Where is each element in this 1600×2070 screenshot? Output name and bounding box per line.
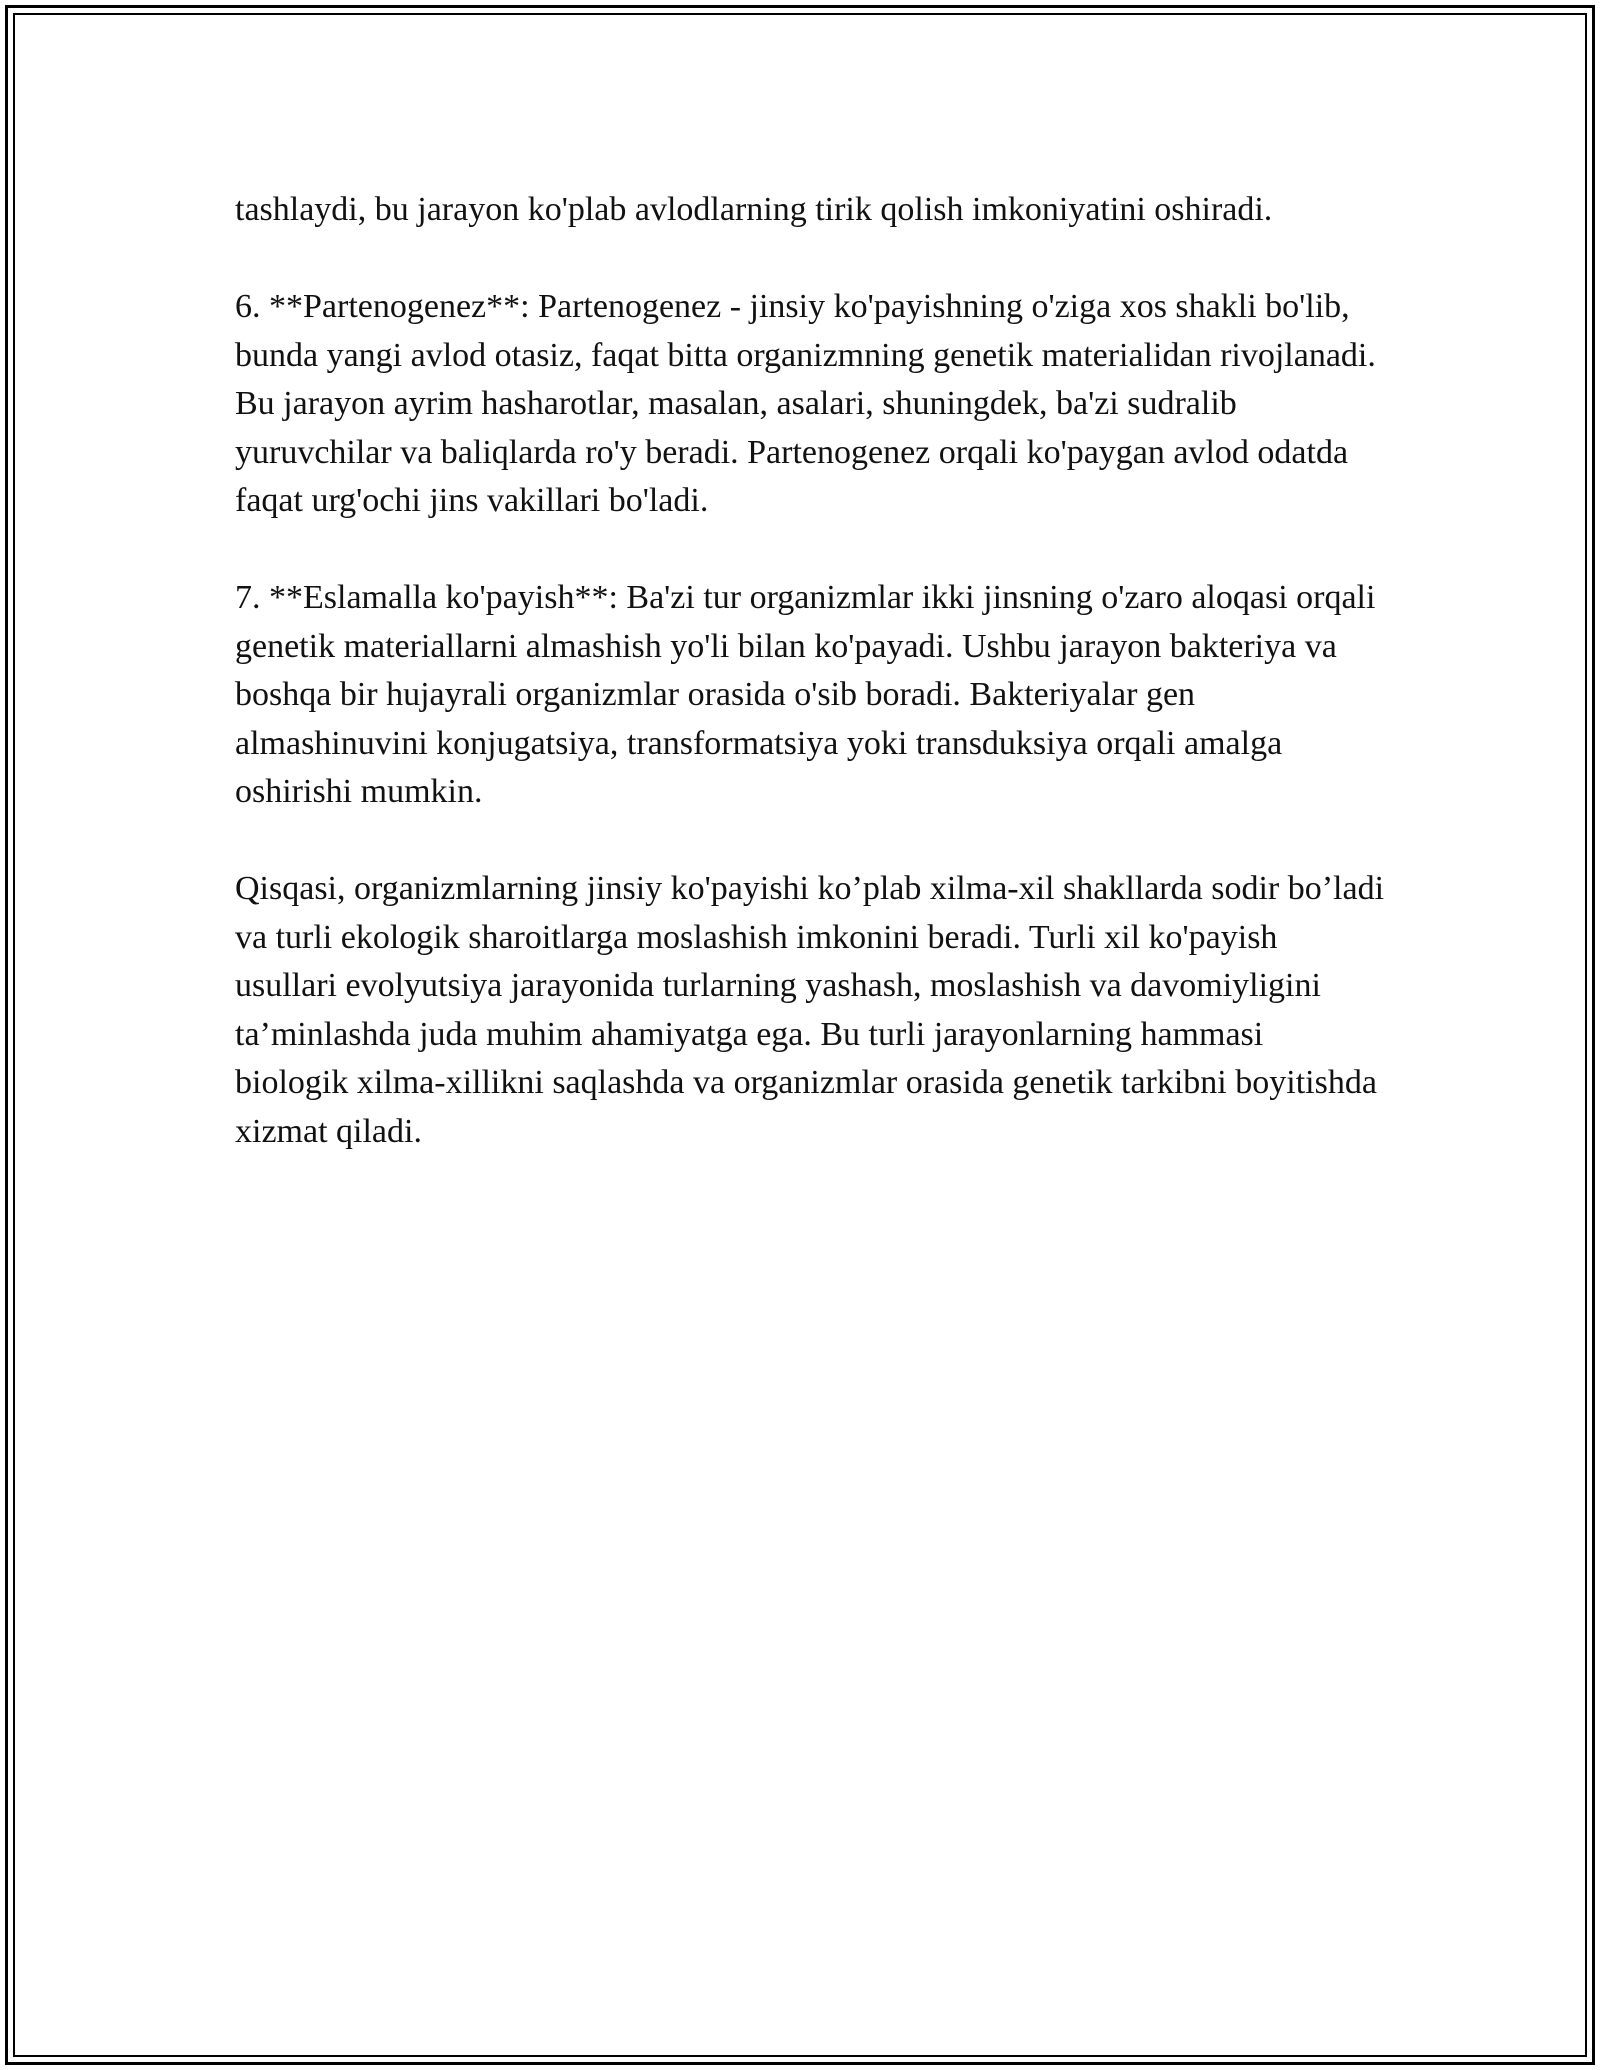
- paragraph-continuation: tashlaydi, bu jarayon ko'plab avlodlarning tirik qolish imkoniyatini oshiradi.: [235, 191, 1273, 228]
- paragraph-conclusion: Qisqasi, organizmlarning jinsiy ko'payishi ko’plab xilma-xil shakllarda sodir bo’ladi va turli ekologik sharoitlarga moslashish imkonini beradi. Turli xil ko'payish usullari evolyutsiya jarayonida turlarning yashash, moslashish va davomiyligini ta’minlashda juda muhim ahamiyatga ega. Bu turli jarayonlarning hammasi biologik xilma-xillikni saqlashda va organizmlar orasida genetik tarkibni boyitishda xizmat qiladi.: [235, 870, 1385, 1150]
- document-body: [235, 186, 1385, 1205]
- paragraph-eslamalla-kopayish: 7. **Eslamalla ko'payish**: Ba'zi tur organizmlar ikki jinsning o'zaro aloqasi orqali genetik materiallarni almashish yo'li bilan ko'payadi. Ushbu jarayon bakteriya va boshqa bir hujayrali organizmlar orasida o'sib boradi. Bakteriyalar gen almashinuvini konjugatsiya, transformatsiya yoki transduksiya orqali amalga oshirishi mumkin.: [235, 579, 1376, 810]
- paragraph-partenogenez: 6. **Partenogenez**: Partenogenez - jinsiy ko'payishning o'ziga xos shakli bo'lib, bunda yangi avlod otasiz, faqat bitta organizmning genetik materialidan rivojlanadi. Bu jarayon ayrim hasharotlar, masalan, asalari, shuningdek, ba'zi sudralib yuruvchilar va baliqlarda ro'y beradi. Partenogenez orqali ko'paygan avlod odatda faqat urg'ochi jins vakillari bo'ladi.: [235, 288, 1376, 519]
